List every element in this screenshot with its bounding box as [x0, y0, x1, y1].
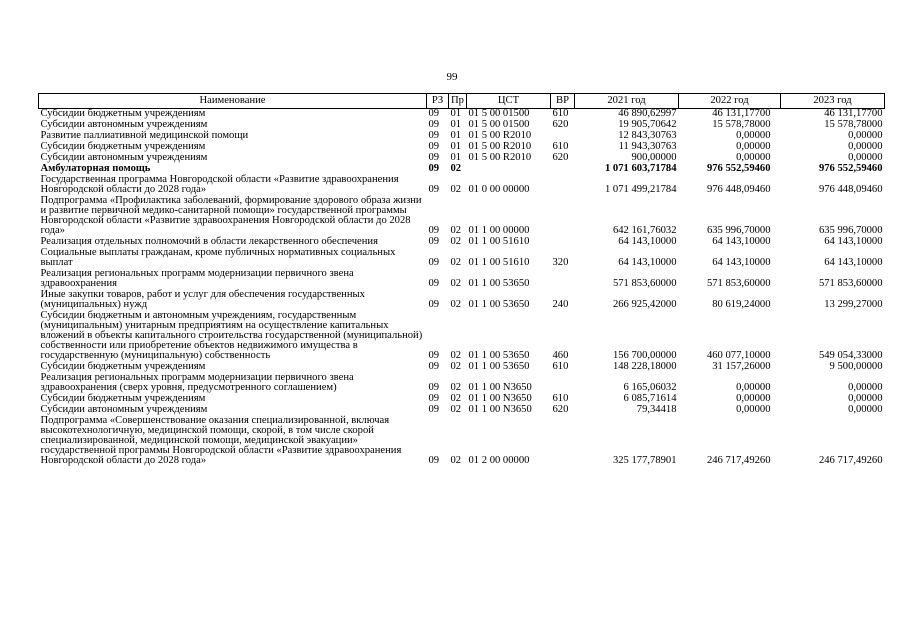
- row-cst: 01 1 00 N3650: [468, 393, 532, 404]
- row-rz: 09: [428, 382, 440, 393]
- row-rz: 09: [428, 184, 440, 195]
- row-value-2022: 80 619,24000: [712, 299, 771, 310]
- row-value-2022: 460 077,10000: [706, 350, 771, 361]
- page-number: 99: [446, 71, 458, 83]
- row-rz: 09: [428, 278, 440, 289]
- row-cst: 01 1 00 53650: [468, 361, 530, 372]
- row-name: Государственная программа Новгородской области «Развитие здравоохранения Новгородской области до 2028 года»: [40, 174, 399, 195]
- row-name: Амбулаторная помощь: [40, 163, 151, 174]
- row-rz: 09: [428, 455, 440, 466]
- row-value-2022: 15 578,78000: [712, 119, 771, 130]
- row-rz: 09: [428, 299, 440, 310]
- row-value-2023: 64 143,10000: [824, 236, 883, 247]
- row-value-2021: 148 228,18000: [612, 361, 677, 372]
- header-cst: ЦСТ: [467, 94, 551, 109]
- row-value-2023: 0,00000: [848, 141, 883, 152]
- row-name: Субсидии бюджетным и автономным учреждениям, государственным (муниципальным) унитарным предприятиям на осуществление капитальных вложений в объекты капитального строительства государственной (муниципальной) собственности или приобретение объектов недвижимого имущества в государственную (муниципальную) собственность: [40, 310, 423, 361]
- row-rz: 09: [428, 152, 440, 163]
- row-name: Субсидии автономным учреждениям: [40, 119, 208, 130]
- header-vr: ВР: [551, 94, 575, 109]
- row-name: Реализация региональных программ модернизации первичного звена здравоохранения: [40, 268, 354, 289]
- row-pr: 02: [450, 361, 462, 372]
- header-2021: 2021 год: [575, 94, 679, 109]
- row-cst: 01 1 00 N3650: [468, 382, 532, 393]
- header-2022: 2022 год: [679, 94, 781, 109]
- row-cst: 01 1 00 51610: [468, 257, 530, 268]
- row-name: Реализация региональных программ модернизации первичного звена здравоохранения (сверх уровня, предусмотренного соглашением): [40, 372, 354, 393]
- row-value-2021: 46 890,62997: [618, 108, 677, 119]
- row-pr: 02: [450, 455, 462, 466]
- row-value-2022: 0,00000: [736, 130, 771, 141]
- row-rz: 09: [428, 130, 440, 141]
- row-value-2023: 64 143,10000: [824, 257, 883, 268]
- row-pr: 01: [450, 141, 462, 152]
- row-rz: 09: [428, 141, 440, 152]
- row-cst: 01 5 00 R2010: [468, 130, 532, 141]
- row-rz: 09: [428, 163, 440, 174]
- row-value-2023: 246 717,49260: [818, 455, 883, 466]
- row-value-2021: 571 853,60000: [612, 278, 677, 289]
- row-value-2021: 156 700,00000: [612, 350, 677, 361]
- row-value-2023: 976 448,09460: [818, 184, 883, 195]
- row-value-2021: 1 071 603,71784: [604, 163, 677, 174]
- table-body: [39, 109, 885, 468]
- table-row: [39, 416, 885, 467]
- row-name: Подпрограмма «Совершенствование оказания специализированной, включая высокотехнологичную, медицинской помощи, скорой, в том числе скорой специализированной, медицинской помощи, медицинской эвакуации» государственной программы Новгородской области «Развитие здравоохранения Новгородской области до 2028 года»: [40, 415, 402, 466]
- row-vr: [551, 164, 575, 175]
- row-rz: 09: [428, 108, 440, 119]
- table-row: [39, 196, 885, 237]
- row-value-2023: 976 552,59460: [818, 163, 883, 174]
- row-value-2021: 11 943,30763: [618, 141, 677, 152]
- row-name: Развитие паллиативной медицинской помощи: [40, 130, 249, 141]
- table-row: [39, 290, 885, 311]
- row-value-2023: 0,00000: [848, 404, 883, 415]
- row-name: Иные закупки товаров, работ и услуг для обеспечения государственных (муниципальных) нужд: [40, 289, 365, 310]
- row-value-2023: 0,00000: [848, 382, 883, 393]
- row-value-2022: 0,00000: [736, 404, 771, 415]
- row-rz: 09: [428, 257, 440, 268]
- table-row: [39, 175, 885, 196]
- row-rz: 09: [428, 361, 440, 372]
- row-pr: 02: [450, 163, 462, 174]
- row-pr: 02: [450, 257, 462, 268]
- table-header-row: [39, 94, 885, 109]
- row-value-2022: 64 143,10000: [712, 257, 771, 268]
- row-vr: [551, 175, 575, 196]
- row-pr: 02: [450, 225, 462, 236]
- row-cst: 01 1 00 53650: [468, 299, 530, 310]
- row-value-2022: 64 143,10000: [712, 236, 771, 247]
- row-vr: 320: [552, 257, 569, 268]
- row-cst: 01 5 00 01500: [468, 119, 530, 130]
- row-cst: 01 1 00 53650: [468, 278, 530, 289]
- row-vr: [551, 196, 575, 237]
- row-rz: 09: [428, 236, 440, 247]
- row-pr: 01: [450, 119, 462, 130]
- row-value-2023: 0,00000: [848, 393, 883, 404]
- header-2023: 2023 год: [781, 94, 885, 109]
- header-rz: РЗ: [427, 94, 449, 109]
- row-value-2021: 642 161,76032: [612, 225, 677, 236]
- row-value-2023: 0,00000: [848, 152, 883, 163]
- row-cst: 01 2 00 00000: [468, 455, 530, 466]
- row-cst: 01 1 00 00000: [468, 225, 530, 236]
- row-value-2021: 19 905,70642: [618, 119, 677, 130]
- row-pr: 02: [450, 184, 462, 195]
- row-cst: 01 1 00 53650: [468, 350, 530, 361]
- row-vr: 240: [552, 299, 569, 310]
- row-value-2022: 246 717,49260: [706, 455, 771, 466]
- row-value-2021: 79,34418: [636, 404, 677, 415]
- row-pr: 02: [450, 236, 462, 247]
- row-rz: 09: [428, 393, 440, 404]
- row-name: Субсидии автономным учреждениям: [40, 404, 208, 415]
- row-value-2023: 0,00000: [848, 130, 883, 141]
- row-pr: 01: [450, 108, 462, 119]
- row-vr: [551, 269, 575, 290]
- row-pr: 01: [450, 130, 462, 141]
- row-cst: 01 0 00 00000: [468, 184, 530, 195]
- row-name: Субсидии бюджетным учреждениям: [40, 108, 206, 119]
- row-value-2022: 976 552,59460: [706, 163, 771, 174]
- row-vr: 610: [552, 108, 569, 119]
- row-pr: 02: [450, 404, 462, 415]
- row-cst: 01 1 00 51610: [468, 236, 530, 247]
- row-value-2023: 549 054,33000: [818, 350, 883, 361]
- row-vr: 610: [552, 141, 569, 152]
- row-name: Реализация отдельных полномочий в области лекарственного обеспечения: [40, 236, 378, 247]
- row-value-2023: 15 578,78000: [824, 119, 883, 130]
- row-cst: 01 1 00 N3650: [468, 404, 532, 415]
- row-vr: 620: [552, 404, 569, 415]
- row-cst: [467, 164, 551, 175]
- row-value-2021: 266 925,42000: [612, 299, 677, 310]
- row-cst: 01 5 00 R2010: [468, 152, 532, 163]
- row-vr: 610: [552, 361, 569, 372]
- row-vr: 620: [552, 119, 569, 130]
- row-vr: 610: [552, 393, 569, 404]
- row-name: Подпрограмма «Профилактика заболеваний, формирование здорового образа жизни и развитие первичной медико-санитарной помощи» государственной программы Новгородской области «Развитие здравоохранения Новгородской области до 2028 года»: [40, 195, 422, 236]
- row-value-2022: 571 853,60000: [706, 278, 771, 289]
- row-value-2022: 31 157,26000: [712, 361, 771, 372]
- table-row: [39, 311, 885, 362]
- row-value-2021: 6 085,71614: [623, 393, 677, 404]
- row-vr: [551, 373, 575, 394]
- row-rz: 09: [428, 225, 440, 236]
- row-pr: 01: [450, 152, 462, 163]
- row-name: Субсидии бюджетным учреждениям: [40, 141, 206, 152]
- row-name: Субсидии бюджетным учреждениям: [40, 361, 206, 372]
- row-value-2022: 0,00000: [736, 393, 771, 404]
- table-row: [39, 248, 885, 269]
- row-value-2021: 64 143,10000: [618, 236, 677, 247]
- row-value-2022: 635 996,70000: [706, 225, 771, 236]
- row-value-2022: 46 131,17700: [712, 108, 771, 119]
- row-value-2021: 12 843,30763: [618, 130, 677, 141]
- table-row: [39, 373, 885, 394]
- row-value-2022: 0,00000: [736, 152, 771, 163]
- row-name: Субсидии автономным учреждениям: [40, 152, 208, 163]
- row-value-2023: 13 299,27000: [824, 299, 883, 310]
- budget-table: [38, 93, 885, 467]
- row-rz: 09: [428, 404, 440, 415]
- row-value-2022: 0,00000: [736, 382, 771, 393]
- row-value-2021: 325 177,78901: [612, 455, 677, 466]
- row-value-2023: 571 853,60000: [818, 278, 883, 289]
- header-pr: Пр: [449, 94, 467, 109]
- row-value-2021: 900,00000: [631, 152, 677, 163]
- row-pr: 02: [450, 278, 462, 289]
- row-vr: [551, 416, 575, 467]
- row-rz: 09: [428, 119, 440, 130]
- row-value-2023: 46 131,17700: [824, 108, 883, 119]
- row-value-2021: 64 143,10000: [618, 257, 677, 268]
- row-vr: 620: [552, 152, 569, 163]
- row-name: Социальные выплаты гражданам, кроме публичных нормативных социальных выплат: [40, 247, 396, 268]
- row-vr: 460: [552, 350, 569, 361]
- row-pr: 02: [450, 350, 462, 361]
- table-row: [39, 269, 885, 290]
- row-pr: 02: [450, 299, 462, 310]
- row-value-2021: 6 165,06032: [623, 382, 677, 393]
- row-cst: 01 5 00 01500: [468, 108, 530, 119]
- row-value-2022: 0,00000: [736, 141, 771, 152]
- row-value-2022: 976 448,09460: [706, 184, 771, 195]
- row-vr: [551, 237, 575, 248]
- header-name: Наименование: [39, 94, 427, 109]
- row-value-2021: 1 071 499,21784: [604, 184, 677, 195]
- row-name: Субсидии бюджетным учреждениям: [40, 393, 206, 404]
- row-rz: 09: [428, 350, 440, 361]
- row-value-2023: 635 996,70000: [818, 225, 883, 236]
- row-pr: 02: [450, 382, 462, 393]
- row-value-2023: 9 500,00000: [829, 361, 883, 372]
- row-pr: 02: [450, 393, 462, 404]
- row-cst: 01 5 00 R2010: [468, 141, 532, 152]
